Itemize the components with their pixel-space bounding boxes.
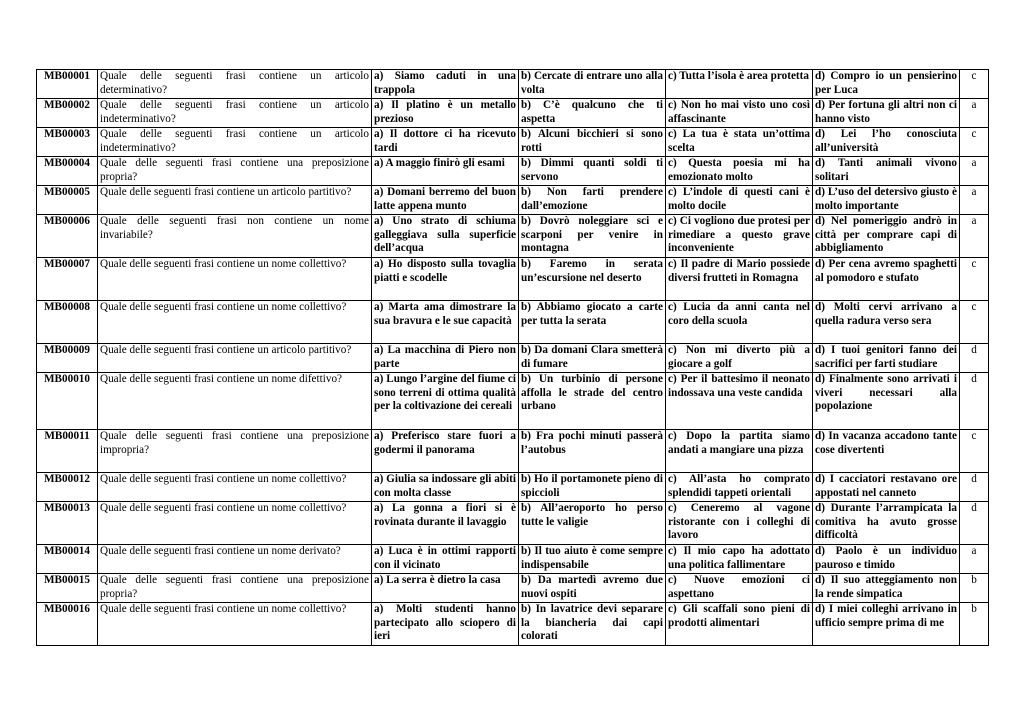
question-code: MB00016 [37,603,98,646]
option-b: b) All’aeroporto ho perso tutte le valigie [519,502,666,545]
question-text: Quale delle seguenti frasi non contiene un nome invariabile? [98,215,372,258]
question-text: Quale delle seguenti frasi contiene un articolo indeterminativo? [98,99,372,128]
option-d: d) L’uso del detersivo giusto è molto importante [813,186,960,215]
table-row [37,215,989,258]
option-c: c) La tua è stata un’ottima scelta [666,128,813,157]
option-c: c) Il padre di Mario possiede diversi frutteti in Romagna [666,258,813,301]
option-c: c) Gli scaffali sono pieni di prodotti alimentari [666,603,813,646]
question-code: MB00002 [37,99,98,128]
question-code: MB00001 [37,70,98,99]
option-d: d) Paolo è un individuo pauroso e timido [813,545,960,574]
question-text: Quale delle seguenti frasi contiene un nome collettivo? [98,301,372,344]
table-row [37,186,989,215]
table-row [37,502,989,545]
option-b: b) Fra pochi minuti passerà l’autobus [519,430,666,473]
table-row [37,430,989,473]
question-text: Quale delle seguenti frasi contiene una preposizione propria? [98,574,372,603]
question-code: MB00007 [37,258,98,301]
option-a: a) La macchina di Piero non parte [372,344,519,373]
answer-key: a [960,99,989,128]
option-b: b) Dovrò noleggiare sci e scarponi per venire in montagna [519,215,666,258]
table-row [37,545,989,574]
option-a: a) La gonna a fiori si è rovinata durante il lavaggio [372,502,519,545]
table-row [37,258,989,301]
option-d: d) Compro io un pensierino per Luca [813,70,960,99]
answer-key: a [960,215,989,258]
option-d: d) Tanti animali vivono solitari [813,157,960,186]
question-code: MB00009 [37,344,98,373]
question-code: MB00004 [37,157,98,186]
question-text: Quale delle seguenti frasi contiene un articolo determinativo? [98,70,372,99]
option-b: b) Il tuo aiuto è come sempre indispensabile [519,545,666,574]
quiz-table [36,69,989,646]
question-code: MB00011 [37,430,98,473]
option-c: c) Non mi diverto più a giocare a golf [666,344,813,373]
option-c: c) All’asta ho comprato splendidi tappeti orientali [666,473,813,502]
answer-key: a [960,157,989,186]
question-text: Quale delle seguenti frasi contiene una preposizione propria? [98,157,372,186]
option-c: c) Tutta l’isola è area protetta [666,70,813,99]
option-c: c) Lucia da anni canta nel coro della scuola [666,301,813,344]
option-b: b) Un turbinio di persone affolla le strade del centro urbano [519,373,666,430]
table-row [37,603,989,646]
question-code: MB00012 [37,473,98,502]
option-a: a) Siamo caduti in una trappola [372,70,519,99]
question-code: MB00013 [37,502,98,545]
table-row [37,473,989,502]
option-a: a) Lungo l’argine del fiume ci sono terreni di ottima qualità per la coltivazione dei cereali [372,373,519,430]
option-b: b) Ho il portamonete pieno di spiccioli [519,473,666,502]
answer-key: b [960,603,989,646]
option-a: a) Uno strato di schiuma galleggiava sulla superficie dell’acqua [372,215,519,258]
option-a: a) A maggio finirò gli esami [372,157,519,186]
table-row [37,574,989,603]
question-code: MB00015 [37,574,98,603]
option-c: c) Il mio capo ha adottato una politica fallimentare [666,545,813,574]
option-b: b) Da martedì avremo due nuovi ospiti [519,574,666,603]
table-row [37,157,989,186]
option-b: b) Non farti prendere dall’emozione [519,186,666,215]
answer-key: c [960,430,989,473]
option-c: c) Ceneremo al vagone ristorante con i colleghi di lavoro [666,502,813,545]
option-b: b) In lavatrice devi separare la biancheria dai capi colorati [519,603,666,646]
option-b: b) C’è qualcuno che ti aspetta [519,99,666,128]
table-row [37,70,989,99]
option-c: c) Questa poesia mi ha emozionato molto [666,157,813,186]
answer-key: d [960,473,989,502]
option-c: c) Non ho mai visto uno così affascinante [666,99,813,128]
table-row [37,301,989,344]
question-code: MB00003 [37,128,98,157]
option-b: b) Faremo in serata un’escursione nel deserto [519,258,666,301]
option-d: d) Lei l’ho conosciuta all’università [813,128,960,157]
option-b: b) Cercate di entrare uno alla volta [519,70,666,99]
option-a: a) Domani berremo del buon latte appena munto [372,186,519,215]
question-text: Quale delle seguenti frasi contiene un articolo indeterminativo? [98,128,372,157]
option-a: a) Ho disposto sulla tovaglia piatti e scodelle [372,258,519,301]
question-text: Quale delle seguenti frasi contiene un articolo partitivo? [98,344,372,373]
answer-key: d [960,502,989,545]
answer-key: c [960,301,989,344]
quiz-table-body [37,70,989,646]
question-text: Quale delle seguenti frasi contiene un nome collettivo? [98,473,372,502]
option-d: d) I tuoi genitori fanno dei sacrifici per farti studiare [813,344,960,373]
answer-key: b [960,574,989,603]
table-row [37,373,989,430]
question-text: Quale delle seguenti frasi contiene un nome collettivo? [98,603,372,646]
question-text: Quale delle seguenti frasi contiene una preposizione impropria? [98,430,372,473]
option-c: c) Ci vogliono due protesi per rimediare a questo grave inconveniente [666,215,813,258]
question-code: MB00008 [37,301,98,344]
option-a: a) Luca è in ottimi rapporti con il vicinato [372,545,519,574]
option-b: b) Dimmi quanti soldi ti servono [519,157,666,186]
answer-key: c [960,258,989,301]
answer-key: c [960,128,989,157]
answer-key: c [960,70,989,99]
question-text: Quale delle seguenti frasi contiene un nome collettivo? [98,258,372,301]
answer-key: a [960,545,989,574]
question-text: Quale delle seguenti frasi contiene un nome difettivo? [98,373,372,430]
option-d: d) Nel pomeriggio andrò in città per comprare capi di abbigliamento [813,215,960,258]
answer-key: d [960,344,989,373]
option-c: c) L’indole di questi cani è molto docile [666,186,813,215]
option-a: a) Preferisco stare fuori a godermi il panorama [372,430,519,473]
option-c: c) Per il battesimo il neonato indossava una veste candida [666,373,813,430]
question-code: MB00010 [37,373,98,430]
table-row [37,128,989,157]
option-a: a) Marta ama dimostrare la sua bravura e le sue capacità [372,301,519,344]
option-b: b) Da domani Clara smetterà di fumare [519,344,666,373]
option-a: a) Molti studenti hanno partecipato allo sciopero di ieri [372,603,519,646]
option-d: d) I miei colleghi arrivano in ufficio sempre prima di me [813,603,960,646]
answer-key: d [960,373,989,430]
option-a: a) Il dottore ci ha ricevuto tardi [372,128,519,157]
option-b: b) Alcuni bicchieri si sono rotti [519,128,666,157]
question-code: MB00005 [37,186,98,215]
question-code: MB00014 [37,545,98,574]
option-d: d) In vacanza accadono tante cose divertenti [813,430,960,473]
option-d: d) I cacciatori restavano ore appostati nel canneto [813,473,960,502]
question-text: Quale delle seguenti frasi contiene un nome derivato? [98,545,372,574]
option-d: d) Finalmente sono arrivati i viveri necessari alla popolazione [813,373,960,430]
option-a: a) Giulia sa indossare gli abiti con molta classe [372,473,519,502]
option-b: b) Abbiamo giocato a carte per tutta la serata [519,301,666,344]
table-row [37,344,989,373]
question-text: Quale delle seguenti frasi contiene un nome collettivo? [98,502,372,545]
option-a: a) La serra è dietro la casa [372,574,519,603]
question-text: Quale delle seguenti frasi contiene un articolo partitivo? [98,186,372,215]
option-a: a) Il platino è un metallo prezioso [372,99,519,128]
option-c: c) Dopo la partita siamo andati a mangiare una pizza [666,430,813,473]
option-d: d) Durante l’arrampicata la comitiva ha avuto grosse difficoltà [813,502,960,545]
option-d: d) Il suo atteggiamento non la rende simpatica [813,574,960,603]
option-d: d) Per cena avremo spaghetti al pomodoro e stufato [813,258,960,301]
question-code: MB00006 [37,215,98,258]
table-row [37,99,989,128]
option-c: c) Nuove emozioni ci aspettano [666,574,813,603]
option-d: d) Per fortuna gli altri non ci hanno visto [813,99,960,128]
option-d: d) Molti cervi arrivano a quella radura verso sera [813,301,960,344]
answer-key: a [960,186,989,215]
